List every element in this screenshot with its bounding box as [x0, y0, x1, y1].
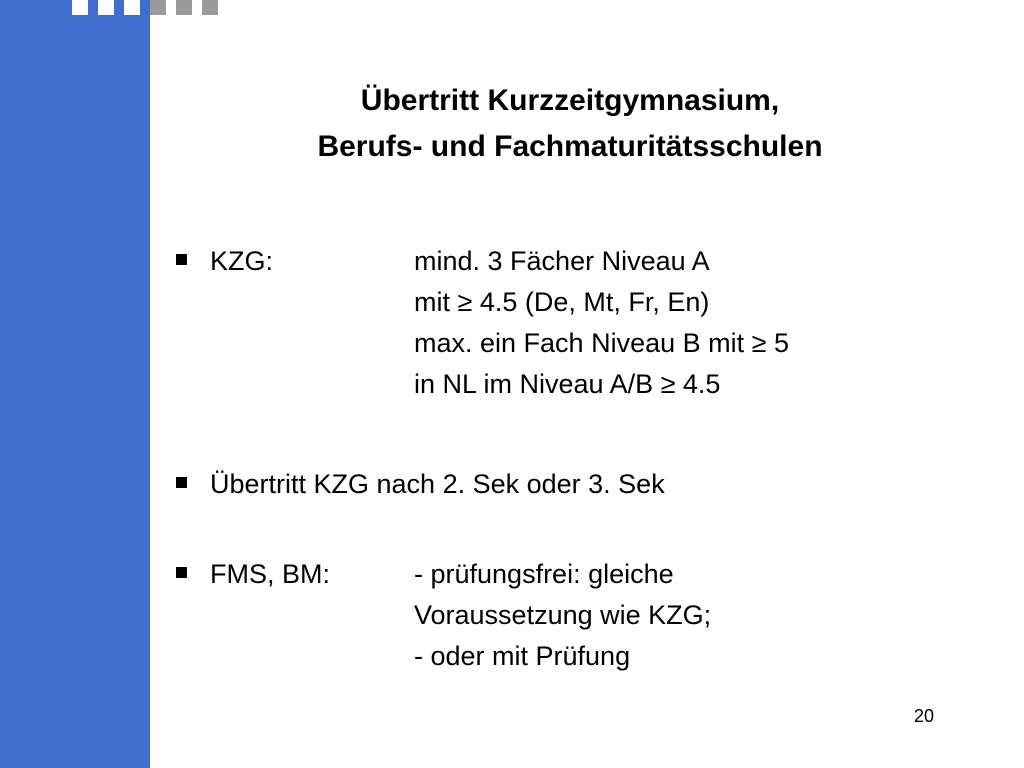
bullet-1-line-2: mit ≥ 4.5 (De, Mt, Fr, En) — [414, 287, 710, 317]
bullet-1-label: KZG: — [210, 246, 274, 276]
bullet-marker-3 — [176, 567, 187, 578]
bullet-1-line-4: in NL im Niveau A/B ≥ 4.5 — [414, 369, 721, 399]
slide-title — [150, 78, 990, 170]
deco-square-6 — [202, 0, 218, 15]
bullet-1-line-1: mind. 3 Fächer Niveau A — [414, 246, 710, 276]
deco-square-1 — [72, 0, 88, 15]
deco-square-4 — [150, 0, 166, 15]
bullet-3-line-2: Voraussetzung wie KZG; — [414, 600, 712, 630]
page-number: 20 — [914, 706, 935, 726]
title-line-2: Berufs- und Fachmaturitätsschulen — [317, 130, 823, 163]
bullet-marker-1 — [176, 254, 187, 265]
deco-square-5 — [176, 0, 192, 15]
bullet-3-line-1: - prüfungsfrei: gleiche — [414, 559, 674, 589]
bullet-3-line-3: - oder mit Prüfung — [414, 641, 631, 671]
bullet-marker-2 — [176, 477, 187, 488]
sidebar-band — [0, 0, 150, 768]
bullet-2-text: Übertritt KZG nach 2. Sek oder 3. Sek — [210, 469, 665, 499]
deco-square-3 — [124, 0, 140, 15]
bullet-3-label: FMS, BM: — [210, 559, 330, 589]
deco-square-2 — [98, 0, 114, 15]
title-line-1: Übertritt Kurzzeitgymnasium, — [360, 84, 780, 117]
bullet-1-line-3: max. ein Fach Niveau B mit ≥ 5 — [414, 328, 789, 358]
